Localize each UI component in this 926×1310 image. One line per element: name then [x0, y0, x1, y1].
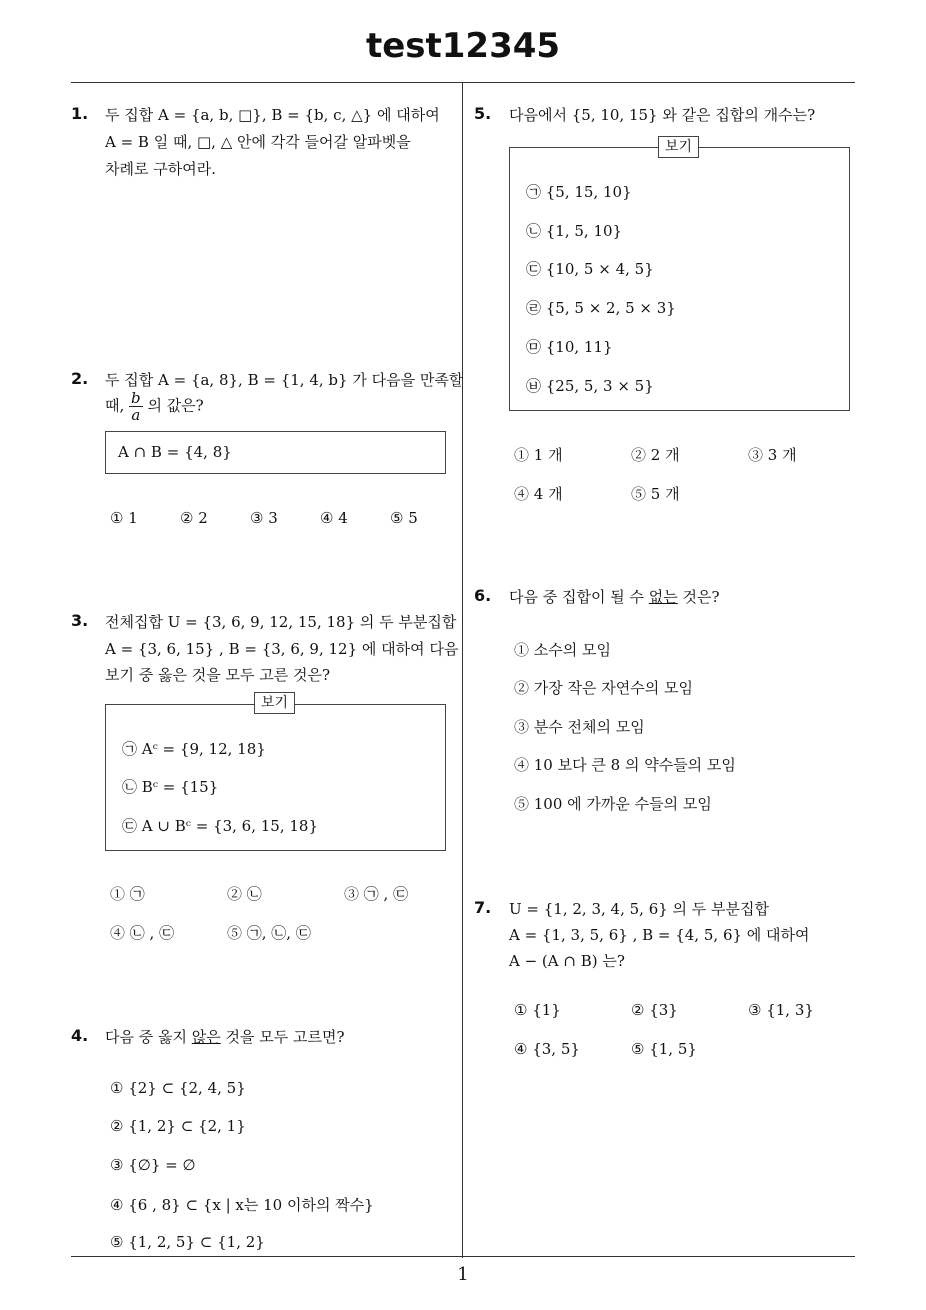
choice-5: ⑤ 100 에 가까운 수들의 모임: [514, 795, 712, 813]
fraction-denominator: a: [131, 406, 141, 424]
question-text: 다음 중 옳지: [105, 1028, 192, 1046]
question-text: 것은?: [677, 588, 720, 606]
question-text-line: 전체집합 U = {3, 6, 9, 12, 15, 18} 의 두 부분집합: [105, 613, 457, 631]
example-item: ㉠ {5, 15, 10}: [526, 183, 632, 201]
example-box-label: 보기: [658, 136, 699, 158]
question-text-line: A = B 일 때, □, △ 안에 각각 들어갈 알파벳을: [105, 133, 411, 151]
question-text: 의 값은?: [147, 396, 204, 415]
page-number: 1: [457, 1264, 469, 1285]
choice-5: ⑤ ㉠, ㉡, ㉢: [227, 924, 311, 942]
question-text-line: [105, 1026, 345, 1047]
underlined-word: 없는: [648, 588, 678, 606]
question-number: 4.: [71, 1026, 89, 1045]
example-item: ㉡ {1, 5, 10}: [526, 222, 623, 240]
question-text: 것을 모두 고르면?: [220, 1028, 345, 1046]
choice-4: ④ {3, 5}: [514, 1040, 580, 1058]
question-text-line: 두 집합 A = {a, 8}, B = {1, 4, b} 가 다음을 만족할: [105, 371, 464, 389]
example-box-label: 보기: [254, 692, 295, 714]
question-text: 다음 중 집합이 될 수: [509, 588, 649, 606]
underlined-word: 않은: [191, 1028, 221, 1046]
question-text-line: A = {1, 3, 5, 6} , B = {4, 5, 6} 에 대하여: [509, 926, 810, 944]
question-text-line: 다음에서 {5, 10, 15} 와 같은 집합의 개수는?: [509, 106, 816, 124]
question-number: 2.: [71, 369, 89, 388]
question-text-line: 두 집합 A = {a, b, □}, B = {b, c, △} 에 대하여: [105, 106, 440, 124]
choice-3: ③ {1, 3}: [748, 1001, 814, 1019]
example-item: ㉢ {10, 5 × 4, 5}: [526, 260, 654, 278]
top-rule: [71, 82, 855, 83]
choice-1: ① {1}: [514, 1001, 561, 1019]
question-number: 5.: [474, 104, 492, 123]
question-text-line: [105, 390, 204, 423]
choice-1: ① ㉠: [110, 885, 145, 903]
choice-4: ④ 4 개: [514, 485, 563, 503]
choice-1: ① 1: [110, 509, 138, 527]
bottom-rule: [71, 1256, 855, 1257]
choice-5: ⑤ {1, 5}: [631, 1040, 697, 1058]
choice-5: ⑤ {1, 2, 5} ⊂ {1, 2}: [110, 1233, 265, 1251]
question-text-line: A = {3, 6, 15} , B = {3, 6, 9, 12} 에 대하여 다음: [105, 640, 459, 658]
condition-box: [105, 431, 446, 474]
choice-3: ③ 3 개: [748, 446, 797, 464]
example-item: ㉥ {25, 5, 3 × 5}: [526, 377, 654, 395]
question-text-line: U = {1, 2, 3, 4, 5, 6} 의 두 부분집합: [509, 900, 770, 918]
choice-5: ⑤ 5 개: [631, 485, 680, 503]
fraction: [129, 390, 143, 423]
question-number: 3.: [71, 611, 89, 630]
condition-text: A ∩ B = {4, 8}: [118, 443, 232, 461]
choice-3: ③ ㉠ , ㉢: [344, 885, 409, 903]
example-item: ㉠ Aᶜ = {9, 12, 18}: [122, 740, 266, 758]
choice-3: ③ 분수 전체의 모임: [514, 718, 645, 736]
choice-2: ② 2 개: [631, 446, 680, 464]
question-text-line: [509, 586, 720, 607]
question-number: 6.: [474, 586, 492, 605]
question-text: 때,: [105, 396, 125, 415]
choice-1: ① {2} ⊂ {2, 4, 5}: [110, 1079, 246, 1097]
choice-4: ④ {6 , 8} ⊂ {x | x는 10 이하의 짝수}: [110, 1196, 374, 1214]
fraction-numerator: b: [131, 389, 141, 407]
choice-5: ⑤ 5: [390, 509, 418, 527]
choice-2: ② 가장 작은 자연수의 모임: [514, 679, 693, 697]
question-text-line: 차례로 구하여라.: [105, 160, 216, 178]
example-box: [105, 704, 446, 851]
choice-1: ① 1 개: [514, 446, 563, 464]
column-divider: [462, 82, 463, 1258]
question-number: 1.: [71, 104, 89, 123]
choice-2: ② {3}: [631, 1001, 678, 1019]
choice-1: ① 소수의 모임: [514, 641, 611, 659]
choice-2: ② ㉡: [227, 885, 262, 903]
choice-4: ④ 10 보다 큰 8 의 약수들의 모임: [514, 756, 736, 774]
choice-2: ② 2: [180, 509, 208, 527]
example-item: ㉢ A ∪ Bᶜ = {3, 6, 15, 18}: [122, 817, 318, 835]
choice-2: ② {1, 2} ⊂ {2, 1}: [110, 1117, 246, 1135]
choice-3: ③ {∅} = ∅: [110, 1156, 196, 1174]
question-number: 7.: [474, 898, 492, 917]
choice-4: ④ ㉡ , ㉢: [110, 924, 175, 942]
example-box: [509, 147, 850, 411]
page-title: test12345: [365, 26, 561, 66]
question-text-line: A − (A ∩ B) 는?: [509, 952, 625, 970]
example-item: ㉤ {10, 11}: [526, 338, 613, 356]
choice-3: ③ 3: [250, 509, 278, 527]
example-item: ㉣ {5, 5 × 2, 5 × 3}: [526, 299, 676, 317]
example-item: ㉡ Bᶜ = {15}: [122, 778, 219, 796]
choice-4: ④ 4: [320, 509, 348, 527]
question-text-line: 보기 중 옳은 것을 모두 고른 것은?: [105, 666, 331, 684]
